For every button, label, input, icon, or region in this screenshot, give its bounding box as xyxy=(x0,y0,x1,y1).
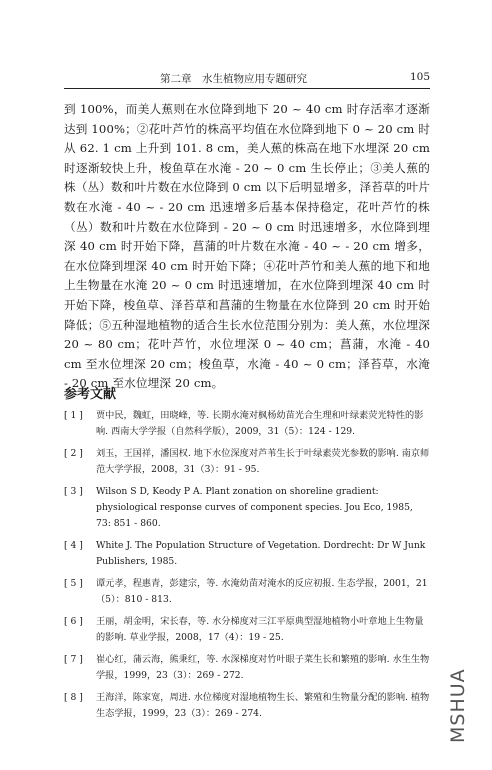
reference-number: [ 4 ] xyxy=(64,540,83,551)
page-number: 105 xyxy=(409,71,430,83)
reference-number: [ 6 ] xyxy=(64,616,83,627)
reference-number: [ 5 ] xyxy=(64,578,83,589)
reference-text: 刘玉，王国祥，潘国权. 地下水位深度对芦苇生长于叶绿素荧光参数的影响. 南京师范大学学报，2008，31（3）：91 - 95. xyxy=(96,448,430,475)
reference-text: 贾中民，魏虹，田晓峰，等. 长期水淹对枫杨幼苗光合生理和叶绿素荧光特性的影响. 西南大学学报（自然科学版），2009，31（5）：124 - 129. xyxy=(96,410,424,437)
reference-item xyxy=(64,484,430,532)
running-header xyxy=(64,70,430,89)
reference-item xyxy=(64,652,430,684)
reference-number: [ 8 ] xyxy=(64,692,83,703)
body-paragraph xyxy=(64,100,430,394)
references-heading: 参考文献 xyxy=(64,387,117,402)
body-text: 到 100%，而美人蕉则在水位降到地下 20 ~ 40 cm 时存活率才逐渐达到 100%；②花叶芦竹的株高平均值在水位降到地下 0 ~ 20 cm 时从 62. 1 cm 上升到 101. 8 cm，美人蕉的株高在地下水埋深 20 cm 时逐渐较快上升，梭鱼草在水淹 - 20 ~ 0 cm 生长停止；③美人蕉的株（丛）数和叶片数在水位降到 0 cm 以下后明显增多，泽苔草的叶片数在水淹 - 40 ~ - 20 cm 迅速增多后基本保持稳定，花叶芦竹的株（丛）数和叶片数在水位降到 - 20 ~ 0 cm 时迅速增多，水位降到埋深 40 cm 时开始下降，菖蒲的叶片数在水淹 - 40 ~ - 20 cm 增多，在水位降到埋深 40 cm 时开始下降；④花叶芦竹和美人蕉的地下和地上生物量在水淹 20 ~ 0 cm 时迅速增加，在水位降到埋深 40 cm 时开始下降，梭鱼草、泽苔草和菖蒲的生物量在水位降到 20 cm 时开始降低；⑤五种湿地植物的适合生长水位范围分别为：美人蕉，水位埋深 20 ~ 80 cm；花叶芦竹，水位埋深 0 ~ 40 cm；菖蒲，水淹 - 40 cm 至水位埋深 20 cm；梭鱼草，水淹 - 40 ~ 0 cm；泽苔草，水淹 - 20 cm 至水位埋深 20 cm。 xyxy=(64,102,430,391)
reference-item xyxy=(64,446,430,478)
watermark xyxy=(447,635,492,743)
watermark-text: MSHUA xyxy=(447,668,469,743)
reference-list xyxy=(64,408,430,728)
reference-item xyxy=(64,690,430,722)
reference-text: Wilson S D, Keody P A. Plant zonation on shoreline gradient: physiological response curves of component species. Jou Eco, 1985, 73: 851 - 860. xyxy=(96,486,413,529)
reference-number: [ 1 ] xyxy=(64,410,83,421)
reference-number: [ 2 ] xyxy=(64,448,83,459)
reference-text: 谭元孝，程惠青，彭建宗，等. 水淹幼苗对淹水的反应初报. 生态学报，2001，21（5）：810 - 813. xyxy=(96,578,428,605)
reference-number: [ 7 ] xyxy=(64,654,83,665)
reference-item xyxy=(64,408,430,440)
reference-number: [ 3 ] xyxy=(64,486,83,497)
reference-item xyxy=(64,614,430,646)
reference-text: White J. The Population Structure of Vegetation. Dordrecht: Dr W Junk Publishers, 1985. xyxy=(96,540,426,567)
reference-text: 王丽，胡金明，宋长春，等. 水分梯度对三江平原典型湿地植物小叶章地上生物量的影响. 草业学报，2008，17（4）：19 - 25. xyxy=(96,616,424,643)
reference-text: 崔心红，蒲云海，熊秉红，等. 水深梯度对竹叶眼子菜生长和繁殖的影响. 水生生物学报，1999，23（3）：269 - 272. xyxy=(96,654,430,681)
chapter-title: 第二章 水生植物应用专题研究 xyxy=(160,73,307,85)
reference-item xyxy=(64,576,430,608)
reference-text: 王海洋，陈家宽，周进. 水位梯度对湿地植物生长、繁殖和生物量分配的影响. 植物生态学报，1999，23（3）：269 - 274. xyxy=(96,692,430,719)
reference-item xyxy=(64,538,430,570)
